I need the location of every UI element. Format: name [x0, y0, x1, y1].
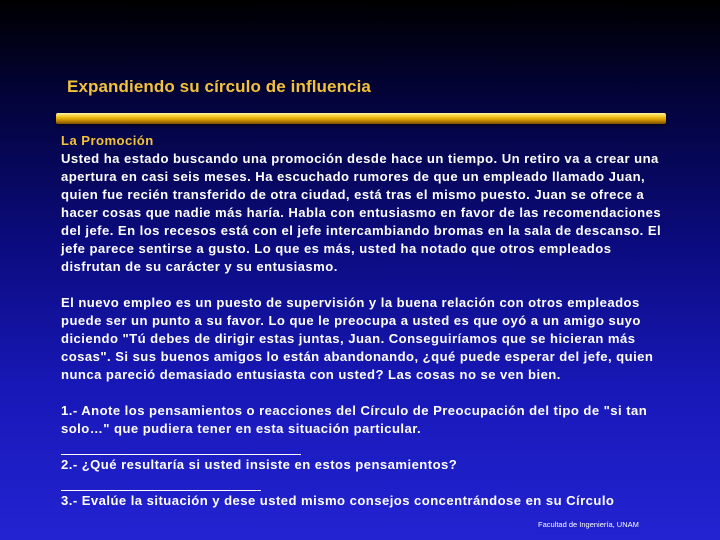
footer-institution: Facultad de Ingeniería, UNAM	[538, 520, 639, 529]
question-3: 3.- Evalúe la situación y dese usted mismo consejos concentrándose en su Círculo	[61, 493, 615, 508]
title-divider-bar	[56, 113, 666, 124]
scenario-paragraph-1: Usted ha estado buscando una promoción desde hace un tiempo. Un retiro va a crear una apertura en casi seis meses. Ha escuchado rumores de que un empleado llamado Juan, quien fue recién transferido de otra ciudad, está tras el mismo puesto. Juan se ofrece a hacer cosas que nadie más haría. Habla con entusiasmo en favor de las recomendaciones del jefe. En los recesos está con el jefe intercambiando bromas en la sala de descanso. El jefe parece sentirse a gusto. Lo que es más, usted ha notado que otros empleados disfrutan de su carácter y su entusiasmo.	[61, 151, 662, 274]
answer-blank-line-1	[61, 454, 301, 455]
scenario-paragraph-2: El nuevo empleo es un puesto de supervisión y la buena relación con otros empleados puede ser un punto a su favor. Lo que le preocupa a usted es que oyó a un amigo suyo diciendo "Tú debes de dirigir estas juntas, Juan. Conseguiríamos que se hicieran más cosas". Si sus buenos amigos lo están abandonando, ¿qué puede esperar del jefe, quien nunca pareció demasiado entusiasta con usted? Las cosas no se ven bien.	[61, 295, 654, 382]
question-2: 2.- ¿Qué resultaría si usted insiste en estos pensamientos?	[61, 457, 458, 472]
section-subtitle: La Promoción	[61, 133, 154, 148]
question-1: 1.- Anote los pensamientos o reacciones del Círculo de Preocupación del tipo de "si tan solo…" que pudiera tener en esta situación particular.	[61, 403, 648, 436]
paragraph-spacer	[61, 384, 666, 402]
answer-blank-line-2	[61, 490, 261, 491]
slide-body	[61, 132, 666, 510]
paragraph-spacer	[61, 276, 666, 294]
slide-title: Expandiendo su círculo de influencia	[67, 77, 371, 96]
